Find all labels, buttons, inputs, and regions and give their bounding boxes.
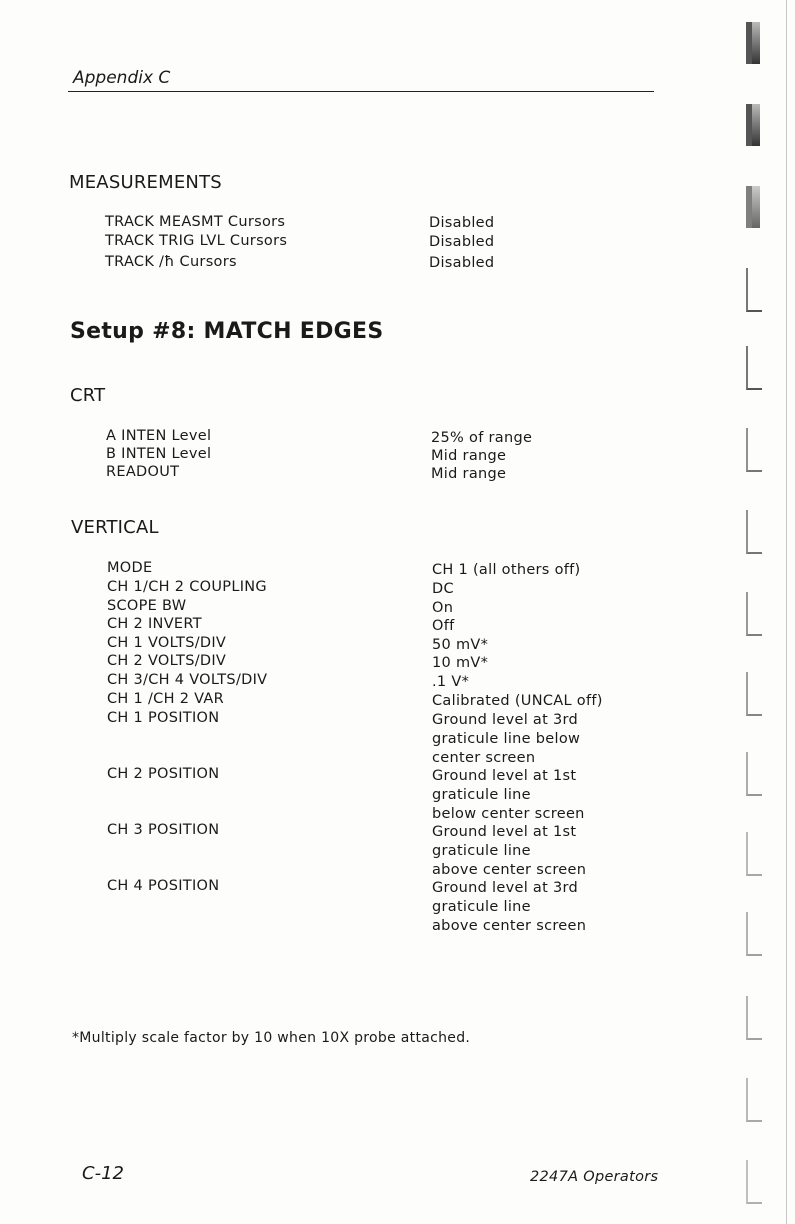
vertical-value-11-line-0: Ground level at 3rd (432, 880, 579, 896)
page-number: C-12 (82, 1163, 124, 1184)
vertical-label-1: CH 1/CH 2 COUPLING (107, 579, 267, 595)
crt-value-0: 25% of range (431, 430, 533, 446)
vertical-value-11-line-2: above center screen (432, 918, 587, 934)
manual-title: 2247A Operators (530, 1169, 659, 1185)
vertical-value-9-line-0: Ground level at 1st (432, 768, 577, 784)
vertical-value-2: On (432, 600, 454, 616)
crt-value-1: Mid range (431, 448, 507, 464)
thumb-tab (746, 510, 762, 554)
vertical-label-3: CH 2 INVERT (107, 616, 202, 632)
measurements-label-1: TRACK TRIG LVL Cursors (105, 233, 288, 249)
vertical-value-10-line-2: above center screen (432, 862, 587, 878)
vertical-label-9: CH 2 POSITION (107, 766, 220, 782)
crt-label-2: READOUT (106, 464, 180, 480)
thumb-tab (746, 752, 762, 796)
measurements-value-0: Disabled (429, 215, 495, 231)
vertical-value-7: Calibrated (UNCAL off) (432, 693, 603, 709)
thumb-tab (746, 1160, 762, 1204)
page-header-title: Appendix C (73, 68, 171, 88)
vertical-value-9-line-1: graticule line (432, 787, 531, 803)
vertical-value-6: .1 V* (432, 674, 470, 690)
vertical-value-4: 50 mV* (432, 637, 489, 653)
thumb-tab (746, 592, 762, 636)
vertical-value-3: Off (432, 618, 455, 634)
vertical-label-6: CH 3/CH 4 VOLTS/DIV (107, 672, 268, 688)
vertical-label-11: CH 4 POSITION (107, 878, 220, 894)
measurements-value-1: Disabled (429, 234, 495, 250)
thumb-tab (746, 268, 762, 312)
vertical-label-8: CH 1 POSITION (107, 710, 220, 726)
thumb-tab (746, 912, 762, 956)
vertical-label-2: SCOPE BW (107, 598, 187, 614)
measurements-value-2: Disabled (429, 255, 495, 271)
vertical-value-5: 10 mV* (432, 655, 489, 671)
vertical-value-9-line-2: below center screen (432, 806, 585, 822)
vertical-value-11-line-1: graticule line (432, 899, 531, 915)
measurements-label-0: TRACK MEASMT Cursors (105, 214, 286, 230)
crt-label-0: A INTEN Level (106, 428, 212, 444)
crt-value-2: Mid range (431, 466, 507, 482)
vertical-value-10-line-1: graticule line (432, 843, 531, 859)
measurements-heading: MEASUREMENTS (69, 172, 222, 193)
thumb-tab (746, 346, 762, 390)
vertical-label-4: CH 1 VOLTS/DIV (107, 635, 227, 651)
thumb-tab (746, 186, 760, 228)
vertical-value-8-line-1: graticule line below (432, 731, 581, 747)
crt-label-1: B INTEN Level (106, 446, 212, 462)
page-edge-line (786, 0, 787, 1224)
setup-title: Setup #8: MATCH EDGES (70, 319, 384, 344)
thumb-tab (746, 832, 762, 876)
vertical-label-5: CH 2 VOLTS/DIV (107, 653, 227, 669)
thumb-tab (746, 996, 762, 1040)
thumb-tab-strip (736, 0, 795, 1224)
measurements-label-2: TRACK /ħ Cursors (105, 254, 237, 270)
thumb-tab (746, 22, 760, 64)
vertical-label-10: CH 3 POSITION (107, 822, 220, 838)
vertical-label-0: MODE (107, 560, 153, 576)
thumb-tab (746, 104, 760, 146)
thumb-tab (746, 1078, 762, 1122)
crt-heading: CRT (70, 385, 106, 406)
thumb-tab (746, 672, 762, 716)
footnote: *Multiply scale factor by 10 when 10X probe attached. (72, 1030, 471, 1046)
vertical-value-8-line-2: center screen (432, 750, 536, 766)
vertical-value-8-line-0: Ground level at 3rd (432, 712, 579, 728)
vertical-value-10-line-0: Ground level at 1st (432, 824, 577, 840)
header-divider (68, 91, 654, 92)
vertical-value-0: CH 1 (all others off) (432, 562, 581, 578)
thumb-tab (746, 428, 762, 472)
vertical-heading: VERTICAL (71, 517, 159, 538)
vertical-value-1: DC (432, 581, 454, 597)
vertical-label-7: CH 1 /CH 2 VAR (107, 691, 225, 707)
